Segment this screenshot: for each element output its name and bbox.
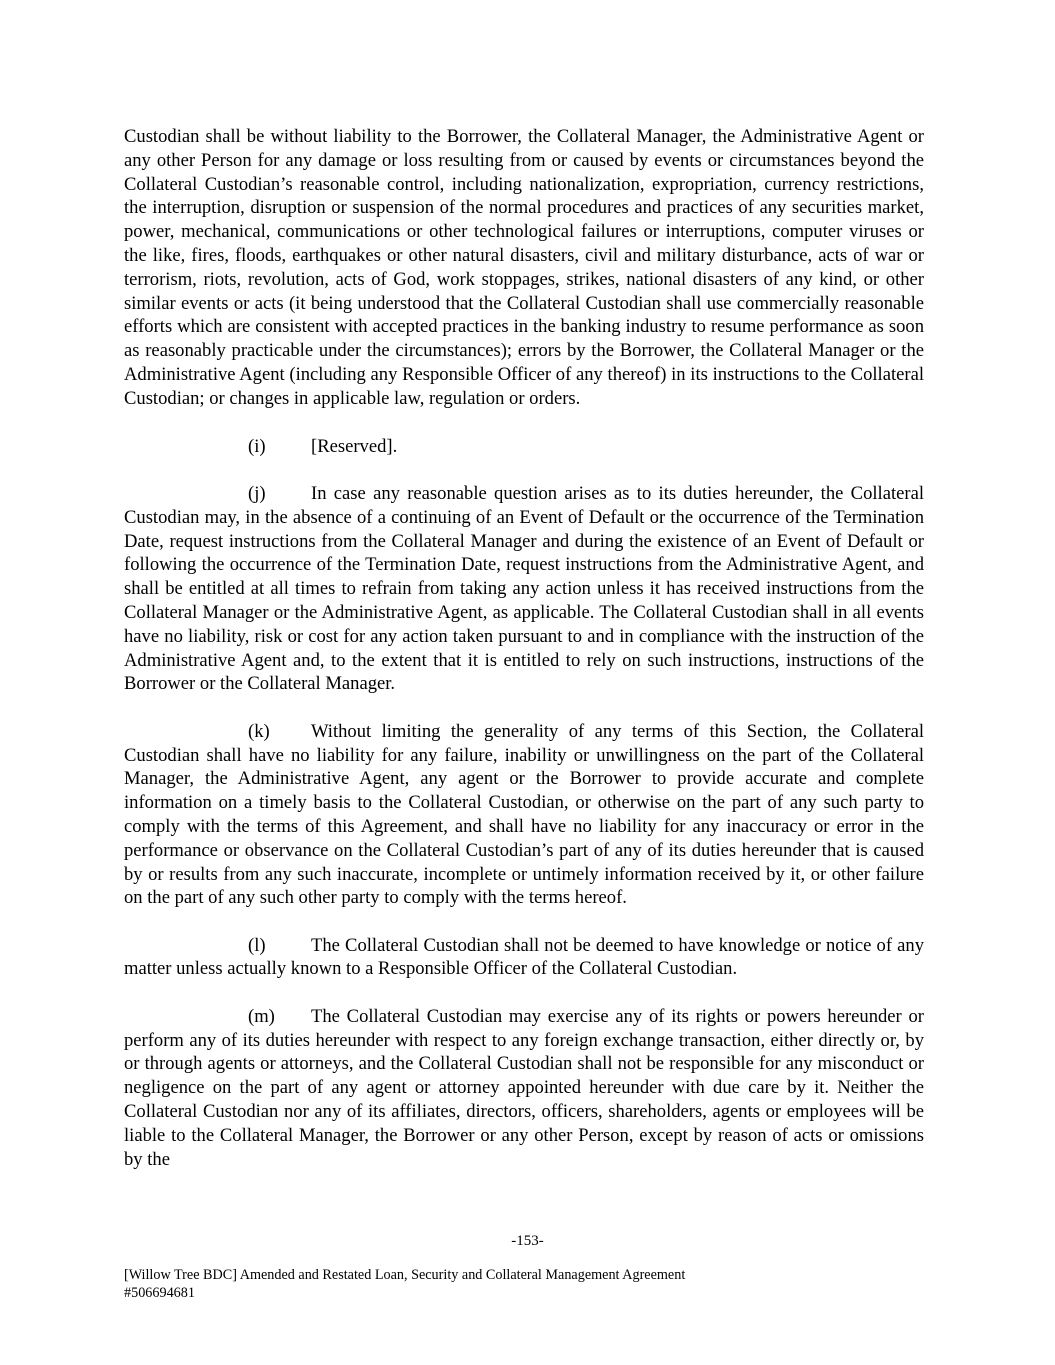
section-i	[124, 435, 924, 459]
section-label: (l)	[248, 934, 266, 956]
continuation-paragraph: Custodian shall be without liability to the Borrower, the Collateral Manager, the Administrative Agent or any other Person for any damage or loss resulting from or caused by events or circumstances beyond the Collateral Custodian’s reasonable control, including nationalization, expropriation, currency restrictions, the interruption, disruption or suspension of the normal procedures and practices of any securities market, power, mechanical, communications or other technological failures or interruptions, computer viruses or the like, fires, floods, earthquakes or other natural disasters, civil and military disturbance, acts of war or terrorism, riots, revolution, acts of God, work stoppages, strikes, national disasters of any kind, or other similar events or acts (it being understood that the Collateral Custodian shall use commercially reasonable efforts which are consistent with accepted practices in the banking industry to resume performance as soon as reasonably practicable under the circumstances); errors by the Borrower, the Collateral Manager or the Administrative Agent (including any Responsible Officer of any thereof) in its instructions to the Collateral Custodian; or changes in applicable law, regulation or orders.	[124, 126, 924, 409]
section-k	[124, 720, 924, 910]
section-label: (i)	[248, 435, 266, 457]
footer-title: [Willow Tree BDC] Amended and Restated Loan, Security and Collateral Management Agreement	[124, 1267, 686, 1283]
page-number: -153-	[511, 1233, 544, 1249]
section-text: The Collateral Custodian shall not be deemed to have knowledge or notice of any matter unless actually known to a Responsible Officer of the Collateral Custodian.	[124, 934, 924, 980]
section-m	[124, 1005, 924, 1172]
section-label: (k)	[248, 720, 270, 742]
section-text: [Reserved].	[311, 435, 398, 457]
page-footer	[124, 1267, 924, 1302]
document-body	[124, 125, 924, 1195]
section-label: (m)	[248, 1005, 275, 1027]
section-j	[124, 482, 924, 696]
section-text: Without limiting the generality of any terms of this Section, the Collateral Custodian shall have no liability for any failure, inability or unwillingness on the part of the Collateral Manager, the Administrative Agent, any agent or the Borrower to provide accurate and complete information on a timely basis to the Collateral Custodian, or otherwise on the part of any such party to comply with the terms of this Agreement, and shall have no liability for any inaccuracy or error in the performance or observance on the Collateral Custodian’s part of any of its duties hereunder that is caused by or results from any such inaccurate, incomplete or untimely information received by it, or other failure on the part of any such other party to comply with the terms hereof.	[124, 720, 924, 909]
section-text: The Collateral Custodian may exercise any of its rights or powers hereunder or perform any of its duties hereunder with respect to any foreign exchange transaction, either directly or, by or through agents or attorneys, and the Collateral Custodian shall not be responsible for any misconduct or negligence on the part of any agent or attorney appointed hereunder with due care by it. Neither the Collateral Custodian nor any of its affiliates, directors, officers, shareholders, agents or employees will be liable to the Collateral Manager, the Borrower or any other Person, except by reason of acts or omissions by the	[124, 1005, 924, 1170]
section-l	[124, 934, 924, 982]
section-text: In case any reasonable question arises as to its duties hereunder, the Collateral Custodian may, in the absence of a continuing of an Event of Default or the occurrence of the Termination Date, request instructions from the Collateral Manager and during the existence of an Event of Default or following the occurrence of the Termination Date, request instructions from the Administrative Agent, and shall be entitled at all times to refrain from taking any action unless it has received instructions from the Collateral Manager or the Administrative Agent, as applicable. The Collateral Custodian shall in all events have no liability, risk or cost for any action taken pursuant to and in compliance with the instruction of the Administrative Agent and, to the extent that it is entitled to rely on such instructions, instructions of the Borrower or the Collateral Manager.	[124, 482, 924, 695]
section-label: (j)	[248, 482, 266, 504]
footer-doc-id: #506694681	[124, 1284, 195, 1301]
